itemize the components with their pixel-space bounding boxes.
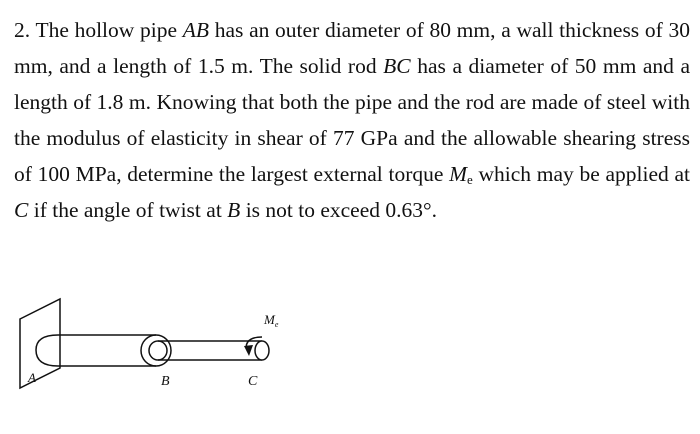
figure-torque-subscript: e [274,320,279,329]
pipe-label: AB [182,18,209,42]
figure-torque-symbol: M [264,312,275,327]
rod-label: BC [383,54,411,78]
figure-torque-label [263,312,279,329]
point-b-label: B [227,198,241,222]
problem-text-6: is not to exceed 0.63°. [240,198,437,222]
problem-statement [14,12,690,228]
problem-number: 2. [14,18,31,42]
problem-text-3: has a diameter of 50 mm and a length of 1.8 m. Knowing that both the pipe and the rod are made of steel with the modulus of elasticity in shear of 77 GPa and the allowable shearing stress of 100 MPa, determine the largest external torque [14,54,691,186]
problem-text-4: which may be applied at [472,162,690,186]
figure-label-a: A [28,370,36,385]
problem-text-5: if the angle of twist at [28,198,228,222]
problem-text-1: The hollow pipe [30,18,183,42]
solid-rod-bc [158,341,269,360]
problem-text-2: has an outer diameter of 80 mm, a wall thickness of 30 mm, and a length of 1.5 m. The solid rod [14,18,690,78]
torque-subscript: e [467,172,473,187]
wall-support [20,299,60,388]
torque-symbol: M [449,162,468,186]
shaft-figure [0,290,300,400]
point-c-label: C [14,198,29,222]
figure-label-b: B [161,374,170,389]
figure-label-c: C [248,374,258,389]
